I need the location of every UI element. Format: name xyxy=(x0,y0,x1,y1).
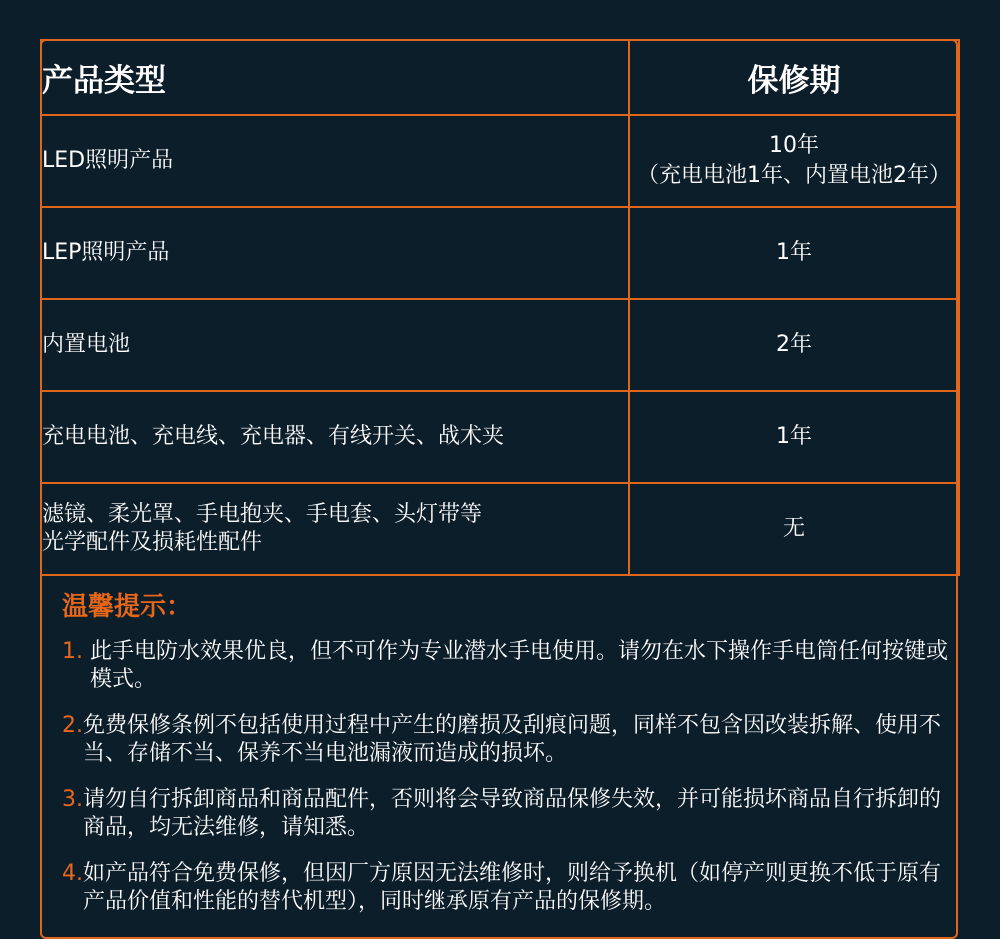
product-type-text: LED照明产品 xyxy=(42,148,174,173)
tip-number: 3. xyxy=(62,787,83,812)
header-product-type: 产品类型 xyxy=(41,40,629,115)
product-type-text: LEP照明产品 xyxy=(42,240,170,265)
tip-item xyxy=(62,712,952,768)
tip-number: 2. xyxy=(62,713,83,738)
warranty-period-text: 2年 xyxy=(776,332,812,357)
warranty-period-text: 1年 xyxy=(776,240,812,265)
tip-text: 请勿自行拆卸商品和商品配件，否则将会导致商品保修失效，并可能损坏商品自行拆卸的商品，均无法维修，请知悉。 xyxy=(83,787,942,840)
product-type-text: 滤镜、柔光罩、手电抱夹、手电套、头灯带等 xyxy=(42,502,483,527)
tips-title: 温馨提示： xyxy=(62,592,193,622)
warranty-period-text: 无 xyxy=(782,516,805,541)
header-warranty-period: 保修期 xyxy=(629,40,959,115)
tip-number: 4. xyxy=(62,861,83,886)
tip-number: 1. xyxy=(62,639,90,664)
warranty-period-note: （充电电池1年、内置电池2年） xyxy=(637,163,951,188)
tips-section xyxy=(62,590,952,934)
tip-text: 此手电防水效果优良，但不可作为专业潜水手电使用。请勿在水下操作手电筒任何按键或模式。 xyxy=(89,639,948,692)
tip-item xyxy=(62,638,952,694)
tip-text: 如产品符合免费保修，但因厂方原因无法维修时，则给予换机（如停产则更换不低于原有产品价值和性能的替代机型），同时继承原有产品的保修期。 xyxy=(83,861,942,914)
product-type-text: 充电电池、充电线、充电器、有线开关、战术夹 xyxy=(42,424,505,449)
product-type-text: 内置电池 xyxy=(42,332,131,357)
warranty-period-text: 1年 xyxy=(776,424,812,449)
product-type-text-line2: 光学配件及损耗性配件 xyxy=(42,530,263,555)
tip-item xyxy=(62,860,952,916)
tip-text: 免费保修条例不包括使用过程中产生的磨损及刮痕问题，同样不包含因改装拆解、使用不当、存储不当、保养不当电池漏液而造成的损坏。 xyxy=(83,713,942,766)
tip-item xyxy=(62,786,952,842)
warranty-period-text: 10年 xyxy=(769,133,819,158)
